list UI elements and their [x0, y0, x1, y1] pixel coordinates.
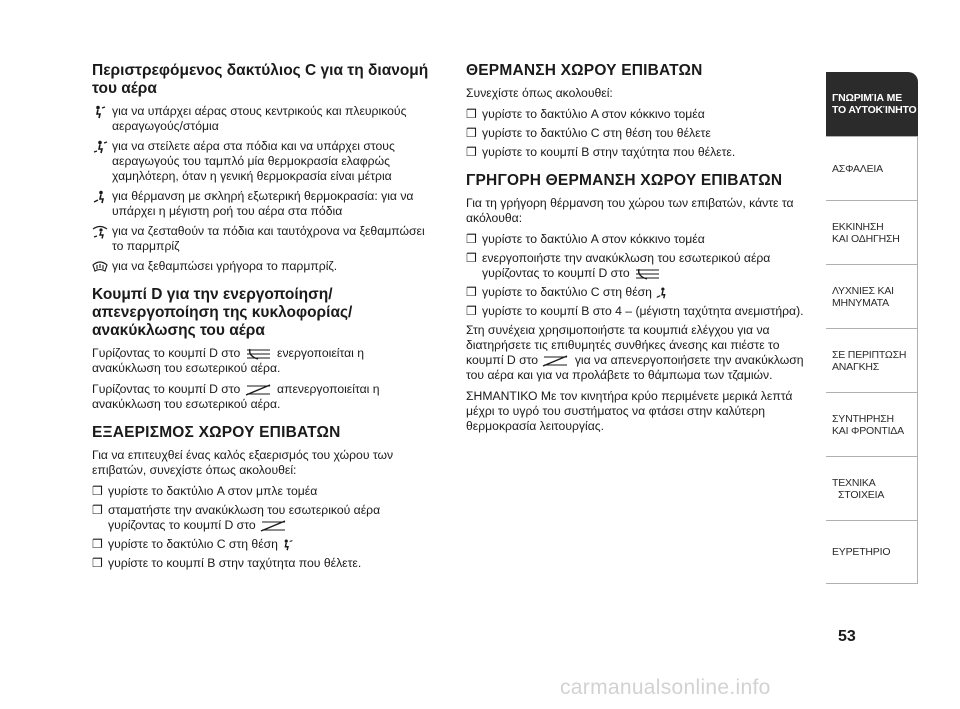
paragraph: Συνεχίστε όπως ακολουθεί: — [466, 86, 613, 100]
checkbox-bullet-icon: ❒ — [466, 304, 477, 318]
list-item: για θέρμανση με σκληρή εξωτερική θερμοκρασία: για να υπάρχει η μέγιστη ροή του αέρα στα πόδια — [92, 189, 432, 219]
list-item: ❒ ενεργοποιήστε την ανακύκλωση του εσωτερικού αέρα γυρίζοντας το κουμπί D στο — [466, 251, 771, 280]
section-title-ring-c: Περιστρεφόμενος δακτύλιος C για τη διανομή του αέρα — [92, 62, 429, 97]
checkbox-bullet-icon: ❒ — [466, 126, 477, 140]
left-column — [92, 62, 432, 575]
tab-getting-to-know-car[interactable]: ΓΝΩΡΙΜΊΑ ΜΕ ΤΟ ΑΥΤΟΚΊΝΗΤΟ — [826, 72, 918, 136]
list-item: ❒ γυρίστε το κουμπί B στην ταχύτητα που θέλετε. — [466, 145, 736, 159]
tab-technical-data[interactable]: ΤΕΧΝΙΚΑ ΣΤΟΙΧΕΙΑ — [826, 456, 918, 520]
checkbox-bullet-icon: ❒ — [466, 251, 477, 265]
recirculation-on-icon — [633, 267, 663, 281]
air-face-icon — [92, 105, 108, 119]
checkbox-bullet-icon: ❒ — [92, 484, 103, 498]
right-column — [466, 62, 816, 440]
list-item: για να υπάρχει αέρας στους κεντρικούς και πλευρικούς αεραγωγούς/στόμια — [92, 104, 432, 134]
watermark: carmanualsonline.info — [560, 676, 771, 699]
checkbox-bullet-icon: ❒ — [466, 145, 477, 159]
list-item: για να στείλετε αέρα στα πόδια και να υπάρχει στους αεραγωγούς του ταμπλό μία θερμοκρασία ελαφρώς χαμηλότερη, όταν η γενική θερμοκρασία είναι μέτρια — [92, 139, 432, 184]
tab-maintenance[interactable]: ΣΥΝΤΗΡΗΣΗ ΚΑΙ ΦΡΟΝΤΙΔΑ — [826, 392, 918, 456]
recirculation-off-icon — [244, 383, 274, 397]
air-face-feet-icon — [92, 140, 108, 154]
list-item: ❒ γυρίστε το κουμπί B στην ταχύτητα που θέλετε. — [92, 556, 362, 570]
paragraph: Γυρίζοντας το κουμπί D στο απενεργοποιείται η ανακύκλωση του εσωτερικού αέρα. — [92, 382, 380, 411]
list-item: ❒ γυρίστε το δακτύλιο C στη θέση — [92, 537, 432, 552]
windscreen-defrost-icon — [92, 260, 108, 274]
tab-index[interactable]: ΕΥΡΕΤΗΡΙΟ — [826, 520, 918, 584]
list-item: ❒ γυρίστε το δακτύλιο C στη θέση του θέλετε — [466, 126, 711, 140]
list-item: ❒ γυρίστε το δακτύλιο A στον μπλε τομέα — [92, 484, 318, 498]
recirculation-on-icon — [244, 347, 274, 361]
paragraph: Γυρίζοντας το κουμπί D στο ενεργοποιείται η ανακύκλωση του εσωτερικού αέρα. — [92, 346, 365, 375]
tab-safety[interactable]: ΑΣΦΑΛΕΙΑ — [826, 136, 918, 200]
list-item: ❒ γυρίστε το δακτύλιο C στη θέση — [466, 285, 816, 300]
checkbox-bullet-icon: ❒ — [466, 285, 477, 299]
recirculation-off-icon — [259, 519, 289, 533]
list-item: ❒ γυρίστε το δακτύλιο A στον κόκκινο τομέα — [466, 232, 705, 246]
section-title-button-d: Κουμπί D για την ενεργοποίηση/ απενεργοποίηση της κυκλοφορίας/ ανακύκλωσης του αέρα — [92, 286, 353, 339]
checkbox-bullet-icon: ❒ — [92, 503, 103, 517]
chapter-sidebar — [826, 72, 918, 584]
paragraph-important: ΣΗΜΑΝΤΙΚΟ Με τον κινητήρα κρύο περιμένετε μερικά λεπτά μέχρι το υγρό του συστήματος να φτάσει στην καλύτερη θερμοκρασία λειτουργίας. — [466, 389, 793, 433]
checkbox-bullet-icon: ❒ — [466, 232, 477, 246]
paragraph: Στη συνέχεια χρησιμοποιήστε τα κουμπιά ελέγχου για να διατηρήσετε τις επιθυμητές συνθήκες άνεσης και πιέστε το κουμπί D στο για να απενεργοποιήσετε την ανακύκλωση του αέρα και για να προλάβετε το θάμπωμα των τζαμιών. — [466, 323, 804, 382]
checkbox-bullet-icon: ❒ — [92, 537, 103, 551]
paragraph: Για να επιτευχθεί ένας καλός εξαερισμός του χώρου των επιβατών, συνεχίστε όπως ακολουθεί: — [92, 448, 394, 477]
tab-warning-lights[interactable]: ΛΥΧΝΙΕΣ ΚΑΙ ΜΗΝΥΜΑΤΑ — [826, 264, 918, 328]
list-item: ❒ σταματήστε την ανακύκλωση του εσωτερικού αέρα γυρίζοντας το κουμπί D στο — [92, 503, 381, 532]
page-number: 53 — [838, 628, 856, 645]
paragraph: Για τη γρήγορη θέρμανση του χώρου των επιβατών, κάντε τα ακόλουθα: — [466, 196, 794, 225]
section-title-heating: ΘΕΡΜΑΝΣΗ ΧΩΡΟΥ ΕΠΙΒΑΤΩΝ — [466, 62, 703, 79]
section-title-ventilation: ΕΞΑΕΡΙΣΜΟΣ ΧΩΡΟΥ ΕΠΙΒΑΤΩΝ — [92, 424, 341, 441]
air-feet-icon — [655, 286, 669, 300]
air-face-icon — [281, 538, 295, 552]
tab-starting-driving[interactable]: ΕΚΚΙΝΗΣΗ ΚΑΙ ΟΔΗΓΗΣΗ — [826, 200, 918, 264]
air-feet-defrost-icon — [92, 225, 108, 239]
section-title-fast-heating: ΓΡΗΓΟΡΗ ΘΕΡΜΑΝΣΗ ΧΩΡΟΥ ΕΠΙΒΑΤΩΝ — [466, 172, 783, 189]
air-feet-icon — [92, 190, 108, 204]
list-item: ❒ γυρίστε το κουμπί B στο 4 – (μέγιστη ταχύτητα ανεμιστήρα). — [466, 304, 804, 318]
list-item: για να ξεθαμπώσει γρήγορα το παρμπρίζ. — [92, 259, 432, 274]
list-item: για να ζεσταθούν τα πόδια και ταυτόχρονα να ξεθαμπώσει το παρμπρίζ — [92, 224, 432, 254]
checkbox-bullet-icon: ❒ — [466, 107, 477, 121]
recirculation-off-icon — [541, 354, 571, 368]
tab-emergency[interactable]: ΣΕ ΠΕΡΙΠΤΩΣΗ ΑΝΑΓΚΗΣ — [826, 328, 918, 392]
list-item: ❒ γυρίστε το δακτύλιο A στον κόκκινο τομέα — [466, 107, 705, 121]
checkbox-bullet-icon: ❒ — [92, 556, 103, 570]
